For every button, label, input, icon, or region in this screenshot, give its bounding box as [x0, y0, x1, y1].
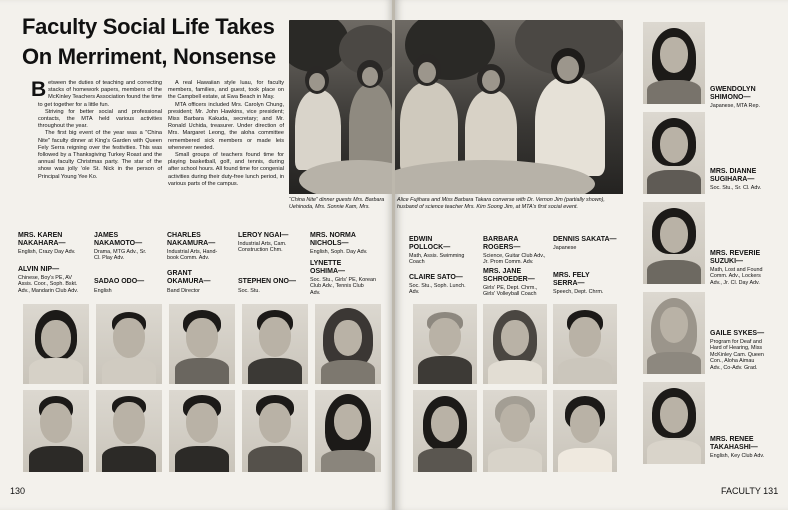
faculty-portrait [483, 304, 547, 384]
faculty-portrait [96, 390, 162, 472]
faculty-desc: Chinese, Boy's PE, AV Assis. Coor., Soph. Bskt. Adv., Mandarin Club Adv. [18, 275, 79, 294]
faculty-name: LEROY NGAI— [238, 232, 289, 239]
faculty-portrait [169, 304, 235, 384]
faculty-name: GAILE SYKES— [710, 330, 765, 337]
faculty-portrait [643, 382, 705, 464]
faculty-desc: Japanese [553, 245, 577, 251]
china-nite-photo-right [395, 20, 623, 194]
story-paragraph: A real Hawaiian style luau, for faculty members, families, and guest, took place on the Campbell estate, at Ewa Beach in May. [168, 80, 284, 101]
faculty-name: MRS. DIANNE SUGIHARA— [710, 168, 757, 183]
faculty-portrait [553, 304, 617, 384]
faculty-name: MRS. NORMA NICHOLS— [310, 232, 356, 247]
faculty-desc: Science, Guitar Club Adv., Jr. Prom Comm. Adv. [483, 253, 546, 266]
faculty-desc: Industrial Arts, Cam. Construction Chm. [238, 241, 287, 254]
faculty-portrait [413, 304, 477, 384]
faculty-name: EDWIN POLLOCK— [409, 236, 451, 251]
faculty-name: JAMES NAKAMOTO— [94, 232, 143, 247]
faculty-name: LYNETTE OSHIMA— [310, 260, 345, 275]
faculty-desc: English [94, 288, 112, 294]
faculty-portrait [643, 292, 705, 374]
faculty-portrait [23, 304, 89, 384]
story-paragraph: Small groups of teachers found time for playing basketball, golf, and tennis, during after school hours. All found time for congenial activities during their duty-free lunch period, in various parts of the campus. [168, 152, 284, 187]
faculty-desc: Industrial Arts, Hand- book Comm. Adv. [167, 249, 218, 262]
faculty-name: MRS. KAREN NAKAHARA— [18, 232, 66, 247]
story-paragraph: Striving for better social and professional contacts, the MTA held various activities throughout the year. [38, 108, 162, 130]
faculty-name: ALVIN NIP— [18, 266, 60, 273]
story-column-1 [31, 78, 162, 181]
faculty-desc: Drama, MTG Adv., Sr. Cl. Play Adv. [94, 249, 147, 262]
china-nite-photo-left [289, 20, 393, 194]
faculty-name: MRS. REVERIE SUZUKI— [710, 250, 761, 265]
faculty-desc: Program for Deaf and Hard of Hearing, Miss McKinley Cam. Queen Con., Aloha Aimau Adv., Co-Adv. Grad. [710, 339, 764, 371]
faculty-name: BARBARA ROGERS— [483, 236, 521, 251]
faculty-portrait [315, 304, 381, 384]
faculty-portrait [96, 304, 162, 384]
faculty-portrait [169, 390, 235, 472]
faculty-portrait [643, 202, 705, 284]
faculty-portrait [242, 304, 308, 384]
faculty-name: STEPHEN ONO— [238, 278, 296, 285]
story-paragraph: The first big event of the year was a "China Nite" faculty dinner at King's Garden with Queen Fely Serra reigning over the festivities. This was followed by a Thanksgiving Turkey Roast and the annual faculty Christmas party. The star of the show was jolly 'ole St. Nick in the person of Principal Young Yee Ko. [38, 130, 162, 180]
page-number-right: FACULTY 131 [721, 486, 779, 496]
faculty-portrait [315, 390, 381, 472]
faculty-portrait [413, 390, 477, 472]
faculty-name: CHARLES NAKAMURA— [167, 232, 216, 247]
faculty-desc: English, Soph. Day Adv. [310, 249, 368, 255]
faculty-name: SADAO ODO— [94, 278, 145, 285]
faculty-portrait [643, 112, 705, 194]
faculty-desc: Speech, Dept. Chrm. [553, 289, 604, 295]
faculty-desc: English, Key Club Adv. [710, 453, 765, 459]
right-page [395, 0, 788, 510]
faculty-portrait [23, 390, 89, 472]
faculty-portrait [553, 390, 617, 472]
story-column-2 [168, 80, 284, 188]
faculty-name: MRS. RENEE TAKAHASHI— [710, 436, 758, 451]
story-dropcap: B [31, 78, 47, 101]
faculty-desc: Soc. Stu. [238, 288, 260, 294]
headline-line-2: On Merriment, Nonsense [22, 44, 276, 69]
faculty-desc: Japanese, MTA Rep. [710, 103, 760, 109]
page-number-left: 130 [10, 486, 26, 496]
faculty-desc: Math, Assis. Swimming Coach [409, 253, 465, 266]
faculty-desc: Girls' PE, Dept. Chrm., Girls' Volleyball Coach [483, 285, 538, 298]
faculty-portrait [242, 390, 308, 472]
faculty-desc: English, Crazy Day Adv. [18, 249, 76, 255]
photo-caption-right: Alice Fujihara and Miss Barbara Takara converse with Dr. Vernon Jim (partially shown), husband of science teacher Mrs. Kim Soong Jim, at MTA's first social event. [397, 197, 605, 210]
faculty-desc: Math, Lost and Found Comm. Adv., Lockers Adv., Jr. Cl. Day Adv. [710, 267, 763, 286]
faculty-name: MRS. JANE SCHROEDER— [483, 268, 535, 283]
left-page [0, 0, 393, 510]
faculty-name: MRS. FELY SERRA— [553, 272, 590, 287]
faculty-name: CLAIRE SATO— [409, 274, 463, 281]
story-paragraph: etween the duties of teaching and correcting stacks of homework papers, members of the McKinley Teachers Association found the time to get together for a little fun. [38, 80, 162, 108]
faculty-portrait [483, 390, 547, 472]
faculty-desc: Soc. Stu., Sr. Cl. Adv. [710, 185, 762, 191]
faculty-desc: Soc. Stu., Soph. Lunch. Adv. [409, 283, 466, 296]
faculty-name: GRANT OKAMURA— [167, 270, 211, 285]
faculty-desc: Band Director [167, 288, 200, 294]
faculty-desc: Soc. Stu., Girls' PE, Korean Club Adv., Tennis Club Adv. [310, 277, 377, 296]
faculty-portrait [643, 22, 705, 104]
faculty-name: DENNIS SAKATA— [553, 236, 617, 243]
photo-caption-left: “China Nite” dinner guests Mrs. Barbara Uehinoda, Mrs. Sonnie Kam, Mrs. [289, 197, 385, 210]
faculty-name: GWENDOLYN SHIMONO— [710, 86, 756, 101]
headline-line-1: Faculty Social Life Takes [22, 14, 275, 39]
story-paragraph: MTA officers included Mrs. Carolyn Chung, president; Mr. John Hawkins, vice president; Miss Barbara Kakuda, secretary; and Mr. Ronald Uchida, treasurer. Under direction of Mrs. Margaret Leong, the aloha committee remembered sick members or made leis whenever needed. [168, 101, 284, 151]
